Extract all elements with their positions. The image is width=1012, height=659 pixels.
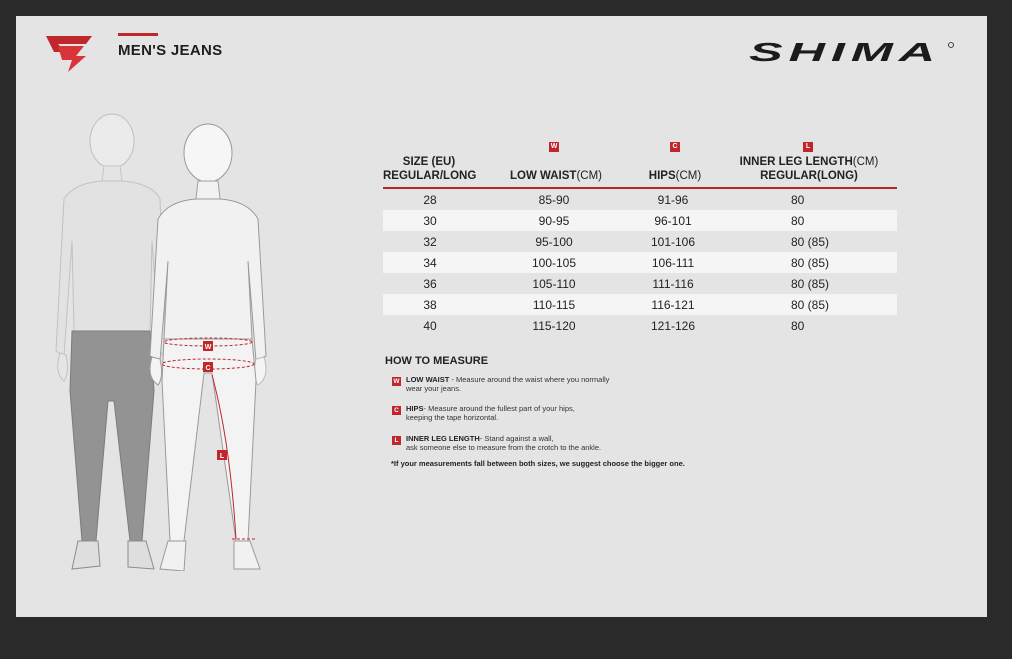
header-waist: LOW WAIST(CM)	[510, 170, 602, 182]
cell-leg: 80 (85)	[791, 277, 830, 291]
header-size: SIZE (EU) REGULAR/LONG	[383, 156, 477, 182]
cell-size: 28	[423, 193, 437, 207]
cell-hips: 116-121	[651, 298, 695, 312]
hips-badge: C	[392, 406, 401, 415]
cell-size: 36	[423, 277, 437, 291]
cell-leg: 80	[791, 319, 805, 333]
cell-hips: 96-101	[654, 214, 692, 228]
cell-waist: 115-120	[532, 319, 576, 333]
header-leg: INNER LEG LENGTH(CM) REGULAR(LONG)	[739, 156, 879, 182]
brand-logotype: SHIMA	[749, 40, 941, 64]
header-hips: HIPS(CM)	[648, 170, 702, 182]
table-row	[383, 252, 897, 273]
cell-leg: 80 (85)	[791, 256, 830, 270]
size-table	[383, 140, 897, 336]
table-header	[383, 140, 897, 189]
table-row	[383, 210, 897, 231]
figure-label-c: C	[205, 365, 211, 372]
cell-hips: 106-111	[651, 256, 695, 270]
cell-hips: 101-106	[650, 235, 696, 249]
cell-size: 30	[423, 214, 437, 228]
waist-badge: W	[550, 143, 558, 150]
cell-leg: 80 (85)	[791, 298, 830, 312]
hips-badge: C	[670, 142, 680, 152]
cell-size: 32	[423, 235, 437, 249]
size-chart-sheet: MEN'S JEANS SHIMA W C L SIZE (EU) REGULAR/LONG W LOW WAIST(CM) C HIPS(CM) L INNER LEG LENGTH(CM) REGULAR(LONG) 28 85-90 91-96 80 30 90-95 96-101 80 32 95-100 101-106 80 (85) 34 100-105 106-111 80 (85) 36 105-110 111-116 80 (85) 38 110-115 116-121 80 (85) 40 115-120 121-126 80 HOW TO MEASURE W LOW WAIST - Measure around the waist where you normally wear your jeans. C HIPS- Measure around the fullest part of your hips, keeping the tape horizontal. L INNER LEG LENGTH- Stand against a wall, ask someone else to measure from the crotch to the ankle. *If your measurements fall between both sizes, we suggest choose the bigger one.	[16, 16, 987, 617]
cell-waist: 100-105	[531, 256, 577, 270]
title-accent-bar	[118, 33, 158, 36]
cell-waist: 95-100	[535, 235, 573, 249]
leg-badge: L	[803, 142, 813, 152]
page-title: MEN'S JEANS	[118, 42, 223, 59]
table-row	[383, 231, 897, 252]
how-to-measure-title: HOW TO MEASURE	[385, 355, 489, 367]
table-row	[383, 294, 897, 315]
cell-leg: 80 (85)	[791, 235, 830, 249]
figure-label-w: W	[204, 344, 212, 351]
cell-waist: 105-110	[532, 277, 576, 291]
figure-label-l: L	[219, 453, 225, 460]
table-row	[383, 273, 897, 294]
cell-size: 38	[423, 298, 437, 312]
cell-waist: 90-95	[538, 214, 570, 228]
shima-logo	[749, 40, 959, 64]
size-note: *If your measurements fall between both sizes, we suggest choose the bigger one.	[391, 459, 685, 468]
waist-badge: W	[393, 378, 400, 385]
cell-hips: 111-116	[652, 277, 694, 291]
cell-hips: 121-126	[650, 319, 696, 333]
cell-size: 40	[423, 319, 437, 333]
measurement-figures	[34, 111, 304, 571]
back-figure	[56, 114, 166, 569]
front-figure	[150, 124, 266, 571]
shima-emblem-icon	[46, 34, 94, 72]
table-row	[383, 189, 897, 210]
cell-size: 34	[423, 256, 437, 270]
cell-waist: 110-115	[532, 298, 576, 312]
cell-hips: 91-96	[657, 193, 689, 207]
cell-waist: 85-90	[538, 193, 570, 207]
table-row	[383, 315, 897, 336]
leg-badge: L	[392, 436, 401, 445]
cell-leg: 80	[791, 193, 805, 207]
cell-leg: 80	[791, 214, 805, 228]
